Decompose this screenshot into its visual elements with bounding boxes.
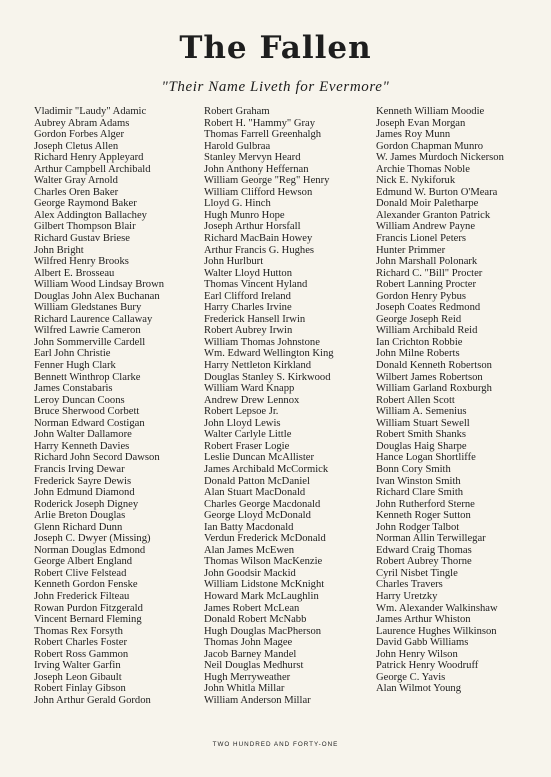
- name-entry: William George "Reg" Henry: [204, 175, 330, 187]
- name-entry: Wilfred Lawrie Cameron: [34, 325, 141, 337]
- name-entry: Wilfred Henry Brooks: [34, 256, 129, 268]
- name-entry: Joseph Coates Redmond: [376, 302, 481, 314]
- name-entry: Bennett Winthrop Clarke: [34, 371, 141, 383]
- name-entry: George Albert England: [34, 556, 133, 568]
- name-entry: Robert Charles Foster: [34, 637, 127, 649]
- name-entry: Douglas Haig Sharpe: [376, 440, 467, 452]
- name-entry: John Arthur Gerald Gordon: [34, 694, 151, 706]
- name-entry: Walter Gray Arnold: [34, 175, 118, 187]
- name-entry: John Henry Wilson: [376, 648, 458, 660]
- name-entry: Richard John Secord Dawson: [34, 452, 160, 464]
- name-entry: Alan James McEwen: [204, 544, 295, 556]
- name-entry: George Lloyd McDonald: [204, 510, 311, 522]
- name-entry: Robert Lepsoe Jr.: [204, 406, 279, 418]
- name-entry: Edmund W. Burton O'Meara: [376, 186, 498, 198]
- name-entry: Francis Lionel Peters: [376, 233, 467, 245]
- name-entry: Alan Stuart MacDonald: [204, 487, 306, 499]
- name-entry: Ivan Winston Smith: [376, 475, 461, 487]
- name-entry: Norman Douglas Edmond: [34, 544, 146, 556]
- name-entry: Harry Kenneth Davies: [34, 440, 130, 452]
- name-entry: Harry Uretzky: [376, 590, 438, 602]
- name-entry: Albert E. Brosseau: [34, 267, 115, 279]
- name-entry: Gordon Chapman Munro: [376, 140, 484, 152]
- name-entry: Hunter Primmer: [376, 244, 446, 256]
- name-entry: Earl Clifford Ireland: [204, 290, 291, 302]
- name-entry: Alan Wilmot Young: [376, 683, 462, 695]
- page-number-footer: TWO HUNDRED AND FORTY-ONE: [212, 741, 339, 748]
- name-entry: Ian Batty Macdonald: [204, 521, 294, 533]
- name-entry: Robert H. "Hammy" Gray: [204, 117, 316, 129]
- name-entry: Charles Oren Baker: [34, 186, 119, 198]
- name-entry: Robert Finlay Gibson: [34, 683, 126, 695]
- name-entry: Vincent Bernard Fleming: [34, 614, 142, 626]
- name-entry: Richard Clare Smith: [376, 487, 464, 499]
- name-entry: W. James Murdoch Nickerson: [376, 152, 504, 164]
- name-entry: William Stuart Sewell: [376, 417, 470, 429]
- name-entry: James Robert McLean: [204, 602, 300, 614]
- name-entry: William Anderson Millar: [204, 694, 311, 706]
- name-entry: Robert Graham: [204, 106, 270, 117]
- name-entry: William Wood Lindsay Brown: [34, 279, 165, 291]
- name-entry: Wilbert James Robertson: [376, 371, 483, 383]
- name-entry: Glenn Richard Dunn: [34, 521, 123, 533]
- name-entry: Joseph Leon Gibault: [34, 671, 122, 683]
- name-entry: Harold Gulbraa: [204, 140, 271, 152]
- names-column-1: [34, 106, 164, 706]
- name-entry: Archie Thomas Noble: [376, 163, 470, 175]
- name-entry: Robert Clive Felstead: [34, 567, 127, 579]
- name-entry: Frederick Sayre Dewis: [34, 475, 132, 487]
- name-entry: William Thomas Johnstone: [204, 336, 320, 348]
- name-entry: Douglas John Alex Buchanan: [34, 290, 160, 302]
- name-entry: Robert Aubrey Irwin: [204, 325, 293, 337]
- names-column-2: [204, 106, 334, 706]
- name-entry: Harry Nettleton Kirkland: [204, 360, 312, 372]
- name-entry: James Roy Munn: [376, 129, 451, 141]
- name-entry: Thomas John Magee: [204, 637, 293, 649]
- name-entry: David Gabb Williams: [376, 637, 469, 649]
- name-entry: Hugh Douglas MacPherson: [204, 625, 322, 637]
- name-entry: Donald Kenneth Robertson: [376, 360, 492, 372]
- name-entry: Aubrey Abram Adams: [34, 117, 130, 129]
- name-entry: Wm. Alexander Walkinshaw: [376, 602, 498, 614]
- name-entry: John Sommerville Cardell: [34, 336, 146, 348]
- name-entry: William Garland Roxburgh: [376, 383, 492, 395]
- name-entry: Kenneth Roger Sutton: [376, 510, 471, 522]
- name-entry: Leroy Duncan Coons: [34, 394, 125, 406]
- name-entry: Charles Travers: [376, 579, 443, 591]
- name-entry: John Bright: [34, 244, 84, 256]
- name-entry: Hugh Merryweather: [204, 671, 291, 683]
- name-entry: Lloyd G. Hinch: [204, 198, 271, 210]
- name-entry: Robert Allen Scott: [376, 394, 455, 406]
- name-entry: Neil Douglas Medhurst: [204, 660, 304, 672]
- name-entry: William Archibald Reid: [376, 325, 478, 337]
- name-entry: Laurence Hughes Wilkinson: [376, 625, 497, 637]
- name-entry: Cyril Nisbet Tingle: [376, 567, 458, 579]
- name-entry: Thomas Wilson MacKenzie: [204, 556, 323, 568]
- name-entry: Charles George Macdonald: [204, 498, 321, 510]
- name-entry: Joseph Evan Morgan: [376, 117, 466, 129]
- name-entry: Harry Charles Irvine: [204, 302, 292, 314]
- name-entry: William A. Semenius: [376, 406, 467, 418]
- name-entry: John Edmund Diamond: [34, 487, 135, 499]
- name-entry: Edward Craig Thomas: [376, 544, 472, 556]
- name-entry: Thomas Vincent Hyland: [204, 279, 308, 291]
- name-entry: Richard Gustav Briese: [34, 233, 130, 245]
- name-entry: Rowan Purdon Fitzgerald: [34, 602, 143, 614]
- name-entry: Patrick Henry Woodruff: [376, 660, 479, 672]
- name-entry: Gordon Forbes Alger: [34, 129, 125, 141]
- name-entry: John Marshall Polonark: [376, 256, 478, 268]
- name-entry: Donald Robert McNabb: [204, 614, 307, 626]
- page-title: The Fallen: [179, 30, 372, 66]
- name-entry: Francis Irving Dewar: [34, 463, 125, 475]
- name-entry: James Constabaris: [34, 383, 113, 395]
- name-entry: Richard Laurence Callaway: [34, 313, 153, 325]
- name-entry: Norman Allin Terwillegar: [376, 533, 486, 545]
- name-entry: Stanley Mervyn Heard: [204, 152, 301, 164]
- name-entry: Bonn Cory Smith: [376, 463, 451, 475]
- name-entry: John Goodsir Mackid: [204, 567, 296, 579]
- name-entry: Joseph C. Dwyer (Missing): [34, 533, 151, 545]
- name-entry: Thomas Farrell Greenhalgh: [204, 129, 322, 141]
- name-entry: Walter Lloyd Hutton: [204, 267, 292, 279]
- name-entry: George Joseph Reid: [376, 313, 462, 325]
- name-entry: Hugh Munro Hope: [204, 209, 285, 221]
- name-entry: Richard Henry Appleyard: [34, 152, 144, 164]
- name-entry: Andrew Drew Lennox: [204, 394, 300, 406]
- name-entry: Earl John Christie: [34, 348, 111, 360]
- name-entry: William Andrew Payne: [376, 221, 476, 233]
- name-entry: Arthur Francis G. Hughes: [204, 244, 315, 256]
- name-entry: Alex Addington Ballachey: [34, 209, 147, 221]
- name-entry: John Rodger Talbot: [376, 521, 460, 533]
- name-entry: Roderick Joseph Digney: [34, 498, 139, 510]
- name-entry: Robert Lanning Procter: [376, 279, 477, 291]
- name-entry: George C. Yavis: [376, 671, 446, 683]
- name-entry: John Frederick Filteau: [34, 590, 130, 602]
- name-entry: Walter Carlyle Little: [204, 429, 292, 441]
- name-entry: Donald Moir Paletharpe: [376, 198, 479, 210]
- name-entry: Hance Logan Shortliffe: [376, 452, 476, 464]
- name-entry: Douglas Stanley S. Kirkwood: [204, 371, 331, 383]
- name-entry: Joseph Arthur Horsfall: [204, 221, 301, 233]
- name-entry: Gilbert Thompson Blair: [34, 221, 136, 233]
- page-subtitle: "Their Name Liveth for Evermore": [161, 79, 390, 95]
- name-entry: Donald Patton McDaniel: [204, 475, 310, 487]
- name-entry: Richard MacBain Howey: [204, 233, 313, 245]
- name-entry: William Gledstanes Bury: [34, 302, 142, 314]
- name-entry: Jacob Barney Mandel: [204, 648, 297, 660]
- name-entry: John Lloyd Lewis: [204, 417, 281, 429]
- name-entry: Nick E. Nykiforuk: [376, 175, 456, 187]
- name-entry: Robert Ross Gammon: [34, 648, 129, 660]
- name-entry: Wm. Edward Wellington King: [204, 348, 334, 360]
- name-entry: James Arthur Whiston: [376, 614, 471, 626]
- name-entry: Joseph Cletus Allen: [34, 140, 119, 152]
- name-entry: Bruce Sherwood Corbett: [34, 406, 140, 418]
- name-entry: Arlie Breton Douglas: [34, 510, 126, 522]
- name-entry: Ian Crichton Robbie: [376, 336, 463, 348]
- name-entry: Alexander Granton Patrick: [376, 209, 491, 221]
- name-entry: Verdun Frederick McDonald: [204, 533, 326, 545]
- name-entry: John Whitla Millar: [204, 683, 285, 695]
- name-entry: Irving Walter Garfin: [34, 660, 121, 672]
- name-entry: Fenner Hugh Clark: [34, 360, 116, 372]
- name-entry: William Clifford Hewson: [204, 186, 313, 198]
- name-entry: John Rutherford Sterne: [376, 498, 475, 510]
- name-entry: Norman Edward Costigan: [34, 417, 145, 429]
- name-entry: Frederick Hansell Irwin: [204, 313, 306, 325]
- name-entry: John Walter Dallamore: [34, 429, 132, 441]
- name-entry: Richard C. "Bill" Procter: [376, 267, 483, 279]
- name-entry: John Anthony Heffernan: [204, 163, 309, 175]
- name-entry: William Ward Knapp: [204, 383, 295, 395]
- name-entry: Howard Mark McLaughlin: [204, 590, 319, 602]
- name-entry: Arthur Campbell Archibald: [34, 163, 151, 175]
- name-entry: Robert Fraser Logie: [204, 440, 290, 452]
- name-entry: George Raymond Baker: [34, 198, 137, 210]
- name-entry: Kenneth Gordon Fenske: [34, 579, 138, 591]
- name-entry: Vladimir "Laudy" Adamic: [34, 106, 147, 117]
- name-entry: James Archibald McCormick: [204, 463, 329, 475]
- name-entry: Thomas Rex Forsyth: [34, 625, 123, 637]
- name-entry: Kenneth William Moodie: [376, 106, 485, 117]
- name-entry: Robert Smith Shanks: [376, 429, 467, 441]
- name-entry: William Lidstone McKnight: [204, 579, 325, 591]
- name-entry: Gordon Henry Pybus: [376, 290, 467, 302]
- name-entry: Robert Aubrey Thorne: [376, 556, 472, 568]
- name-entry: John Hurlburt: [204, 256, 264, 268]
- name-entry: John Milne Roberts: [376, 348, 460, 360]
- name-entry: Leslie Duncan McAllister: [204, 452, 315, 464]
- names-column-3: [376, 106, 504, 695]
